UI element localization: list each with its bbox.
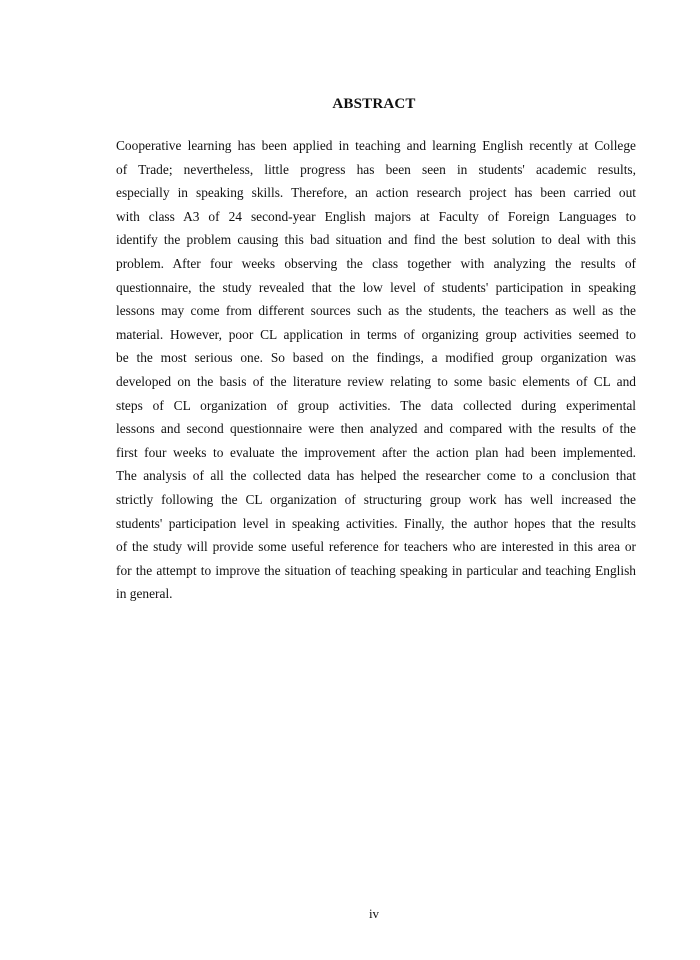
abstract-line: of the study will provide some useful reference for teachers who are interested in this area or bbox=[116, 539, 636, 555]
abstract-line: of Trade; nevertheless, little progress has been seen in students' academic results, bbox=[116, 161, 636, 177]
abstract-line: problem. After four weeks observing the class together with analyzing the results of bbox=[116, 255, 636, 271]
abstract-line: students' participation level in speaking activities. Finally, the author hopes that the results bbox=[116, 515, 636, 531]
abstract-line: material. However, poor CL application in terms of organizing group activities seemed to bbox=[116, 326, 636, 342]
abstract-line: developed on the basis of the literature review relating to some basic elements of CL and bbox=[116, 373, 636, 389]
abstract-line: steps of CL organization of group activities. The data collected during experimental bbox=[116, 397, 636, 413]
abstract-line: with class A3 of 24 second-year English majors at Faculty of Foreign Languages to bbox=[116, 208, 636, 224]
abstract-line: be the most serious one. So based on the findings, a modified group organization was bbox=[116, 350, 636, 366]
abstract-line: especially in speaking skills. Therefore, an action research project has been carried out bbox=[116, 185, 636, 201]
abstract-line: for the attempt to improve the situation of teaching speaking in particular and teaching English bbox=[116, 562, 636, 578]
abstract-heading: ABSTRACT bbox=[332, 96, 416, 112]
abstract-line: strictly following the CL organization of structuring group work has well increased the bbox=[116, 491, 636, 507]
abstract-line: questionnaire, the study revealed that the low level of students' participation in speaking bbox=[116, 279, 636, 295]
page-number: iv bbox=[368, 906, 380, 921]
abstract-line: in general. bbox=[116, 586, 173, 602]
abstract-line: Cooperative learning has been applied in teaching and learning English recently at College bbox=[116, 138, 636, 153]
abstract-line: lessons may come from different sources such as the students, the teachers as well as the bbox=[116, 303, 636, 319]
abstract-line: first four weeks to evaluate the improvement after the action plan had been implemented. bbox=[116, 444, 636, 460]
abstract-line: identify the problem causing this bad situation and find the best solution to deal with this bbox=[116, 232, 636, 248]
abstract-line: The analysis of all the collected data has helped the researcher come to a conclusion that bbox=[116, 468, 636, 484]
abstract-line: lessons and second questionnaire were then analyzed and compared with the results of the bbox=[116, 421, 636, 437]
abstract-body bbox=[116, 134, 636, 606]
